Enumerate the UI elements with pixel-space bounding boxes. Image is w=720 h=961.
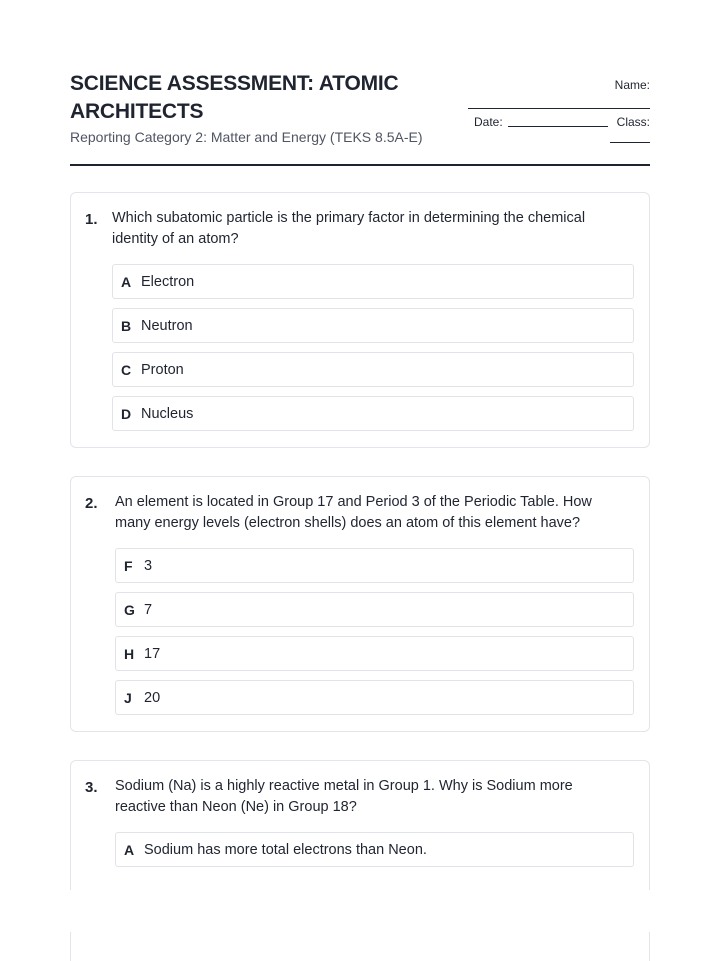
page-bottom-margin bbox=[0, 890, 720, 932]
answer-option[interactable] bbox=[115, 832, 634, 867]
option-text: 3 bbox=[144, 557, 153, 574]
option-text: Electron bbox=[141, 273, 195, 290]
date-label: Date: bbox=[474, 115, 503, 129]
student-info-fields bbox=[468, 70, 650, 160]
date-field-line[interactable] bbox=[508, 126, 608, 127]
option-letter: C bbox=[121, 361, 132, 378]
option-text: Neutron bbox=[141, 317, 193, 334]
answer-option[interactable] bbox=[115, 548, 634, 583]
option-letter: F bbox=[124, 557, 133, 574]
answer-option[interactable] bbox=[115, 636, 634, 671]
question-number: 3. bbox=[85, 779, 98, 796]
option-letter: B bbox=[121, 317, 132, 334]
option-letter: D bbox=[121, 405, 132, 422]
page-subtitle: Reporting Category 2: Matter and Energy (TEKS 8.5A-E) bbox=[70, 129, 423, 145]
page-title: SCIENCE ASSESSMENT: ATOMIC ARCHITECTS bbox=[70, 72, 399, 123]
question-number: 2. bbox=[85, 495, 98, 512]
question-card-1 bbox=[70, 192, 650, 448]
class-field-line[interactable] bbox=[610, 142, 650, 143]
option-text: Sodium has more total electrons than Neon. bbox=[144, 841, 427, 858]
answer-option[interactable] bbox=[112, 396, 634, 431]
option-text: Nucleus bbox=[141, 405, 194, 422]
option-letter: H bbox=[124, 645, 135, 662]
option-text: Proton bbox=[141, 361, 184, 378]
option-text: 20 bbox=[144, 689, 161, 706]
question-text: Which subatomic particle is the primary factor in determining the chemical identity of an atom? bbox=[112, 210, 586, 247]
question-text: Sodium (Na) is a highly reactive metal in Group 1. Why is Sodium more reactive than Neon (Ne) in Group 18? bbox=[115, 778, 573, 815]
option-letter: A bbox=[121, 273, 132, 290]
option-text: 17 bbox=[144, 645, 161, 662]
answer-option[interactable] bbox=[112, 308, 634, 343]
name-field-line[interactable] bbox=[468, 108, 650, 109]
answer-option[interactable] bbox=[112, 352, 634, 387]
option-letter: G bbox=[124, 601, 135, 618]
option-letter: A bbox=[124, 841, 135, 858]
question-card-2 bbox=[70, 476, 650, 732]
option-text: 7 bbox=[144, 601, 153, 618]
answer-option[interactable] bbox=[112, 264, 634, 299]
name-label: Name: bbox=[614, 78, 650, 92]
page-header bbox=[70, 70, 650, 166]
question-number: 1. bbox=[85, 211, 98, 228]
class-label: Class: bbox=[616, 115, 650, 129]
question-text: An element is located in Group 17 and Period 3 of the Periodic Table. How many energy levels (electron shells) does an atom of this element have? bbox=[115, 494, 592, 531]
option-letter: J bbox=[124, 689, 132, 706]
answer-option[interactable] bbox=[115, 592, 634, 627]
answer-option[interactable] bbox=[115, 680, 634, 715]
